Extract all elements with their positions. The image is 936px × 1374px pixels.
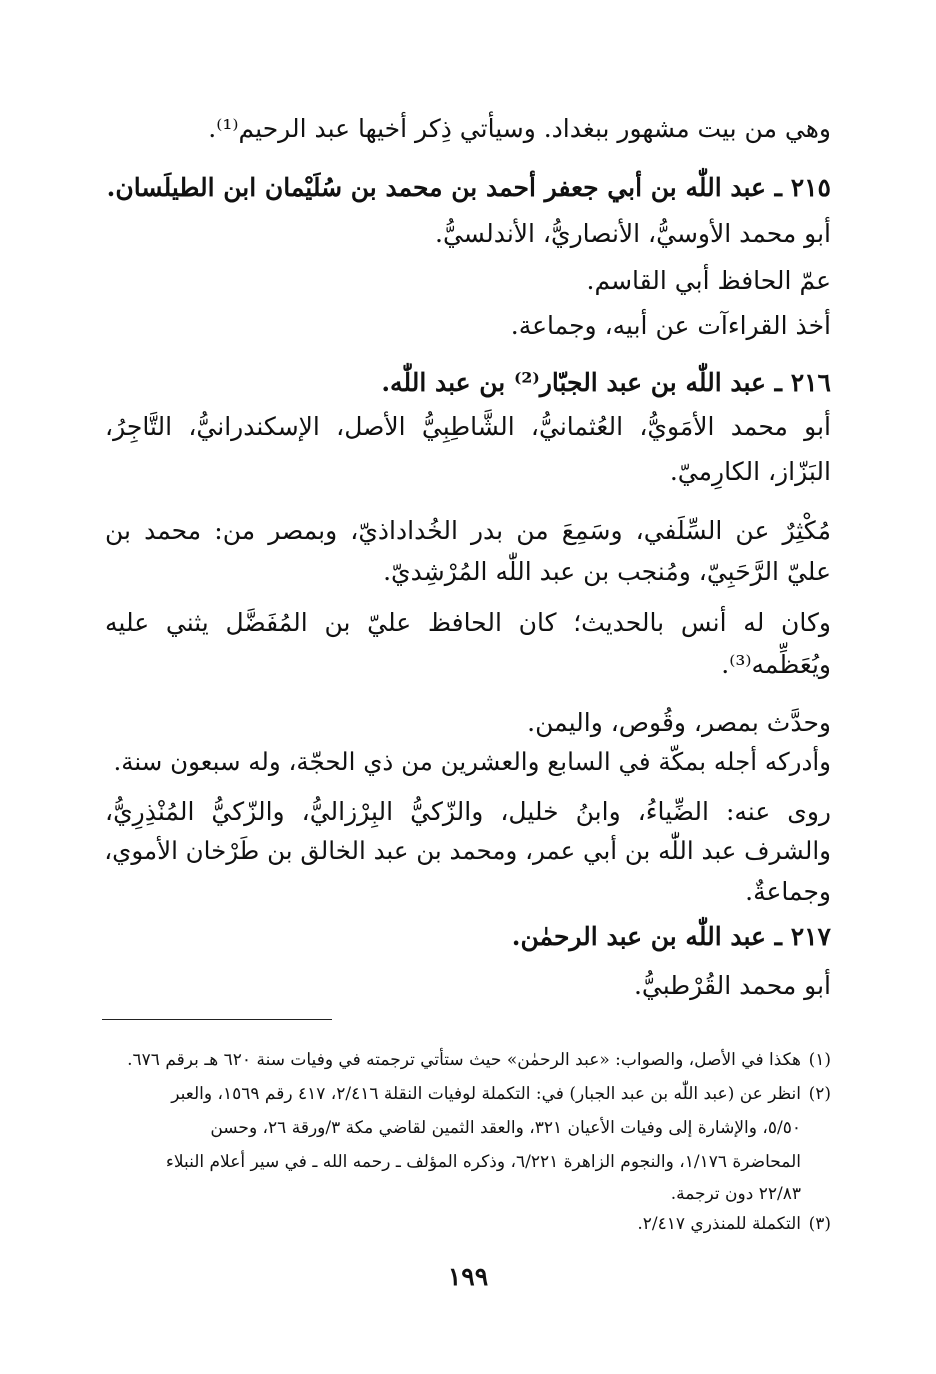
text-line: أبو محمد الأوسيُّ، الأنصاريُّ، الأندلسيُّ.: [435, 219, 831, 248]
page-number: ١٩٩: [447, 1262, 489, 1291]
text-line: وهي من بيت مشهور ببغداد. وسيأتي ذِكر أخيها عبد الرحيم⁽¹⁾.: [208, 114, 831, 143]
footnote-2: [105, 1080, 831, 1108]
text-line: روى عنه: الضِّياءُ، وابنُ خليل، والزّكيُّ البِرْزاليُّ، والزّكيُّ المُنْذِرِيُّ،: [105, 797, 831, 826]
text-line: البَزّاز، الكارِميّ.: [669, 457, 831, 486]
footnote-2-cont: [105, 1114, 801, 1142]
footnote-number: (٢): [808, 1084, 831, 1104]
footnote-text: التكملة للمنذري ٢/٤١٧.: [637, 1214, 801, 1234]
footnote-text: ٥/٥٠، والإشارة إلى وفيات الأعيان ٣٢١، والعقد الثمين لقاضي مكة ٣/ورقة ٢٦، وحسن: [210, 1118, 801, 1138]
entry-heading-215: ٢١٥ ـ عبد اللّٰه بن أبي جعفر أحمد بن محمد بن سُلَيْمان ابن الطيلَسان.: [106, 173, 831, 202]
text-line: والشرف عبد اللّٰه بن أبي عمر، ومحمد بن عبد الخالق بن طَرْخان الأموي،: [104, 836, 831, 865]
text-line: عمّ الحافظ أبي القاسم.: [586, 266, 831, 295]
text-line: وجماعةٌ.: [745, 877, 831, 906]
text-line: وأدركه أجله بمكّة في السابع والعشرين من ذي الحجّة، وله سبعون سنة.: [113, 747, 831, 776]
footnote-1: [105, 1046, 831, 1074]
footnote-text: ٢٢/٨٣ دون ترجمة.: [670, 1184, 801, 1204]
footnote-3: [105, 1210, 831, 1238]
text-line: أبو محمد الأمَويُّ، العُثمانيُّ، الشَّاطِبِيُّ الأصل، الإسكندرانيُّ، التَّاجِرُ،: [105, 412, 831, 441]
footnote-number: (٣): [808, 1214, 831, 1234]
text-line: وحدَّث بمصر، وقُوص، واليمن.: [527, 708, 831, 737]
entry-heading-217: ٢١٧ ـ عبد اللّٰه بن عبد الرحمٰن.: [511, 922, 831, 951]
text-line: ويُعَظِّمه⁽³⁾.: [721, 650, 831, 679]
footnote-text: انظر عن (عبد اللّٰه بن عبد الجبار) في: التكملة لوفيات النقلة ٢/٤١٦، ٤١٧ رقم ١٥٦٩، والعبر: [171, 1084, 801, 1104]
footnote-text: هكذا في الأصل، والصواب: «عبد الرحمٰن» حيث ستأتي ترجمته في وفيات سنة ٦٢٠ هـ برقم ٦٧٦.: [127, 1050, 801, 1070]
footnote-number: (١): [808, 1050, 831, 1070]
footnote-2-cont: [105, 1148, 801, 1176]
text-line: عليّ الرَّحَبِيّ، ومُنجب بن عبد اللّٰه المُرْشِديّ.: [383, 557, 831, 586]
text-line: مُكْثِرٌ عن السِّلَفي، وسَمِعَ من بدر الخُداداذيّ، وبمصر من: محمد بن: [105, 516, 831, 545]
text-line: أبو محمد القُرْطبيُّ.: [633, 971, 831, 1000]
entry-heading-216: ٢١٦ ـ عبد اللّٰه بن عبد الجبّار⁽²⁾ بن عبد اللّٰه.: [381, 368, 831, 397]
footnote-2-cont: [105, 1180, 801, 1208]
footnote-text: المحاضرة ١/١٧٦، والنجوم الزاهرة ٦/٢٢١، وذكره المؤلف ـ رحمه الله ـ في سير أعلام النبلاء: [165, 1152, 801, 1172]
text-line: أخذ القراءآت عن أبيه، وجماعة.: [510, 311, 831, 340]
text-line: وكان له أنس بالحديث؛ كان الحافظ عليّ بن المُفَضَّل يثني عليه: [105, 608, 831, 637]
footnote-separator: [102, 1019, 332, 1020]
